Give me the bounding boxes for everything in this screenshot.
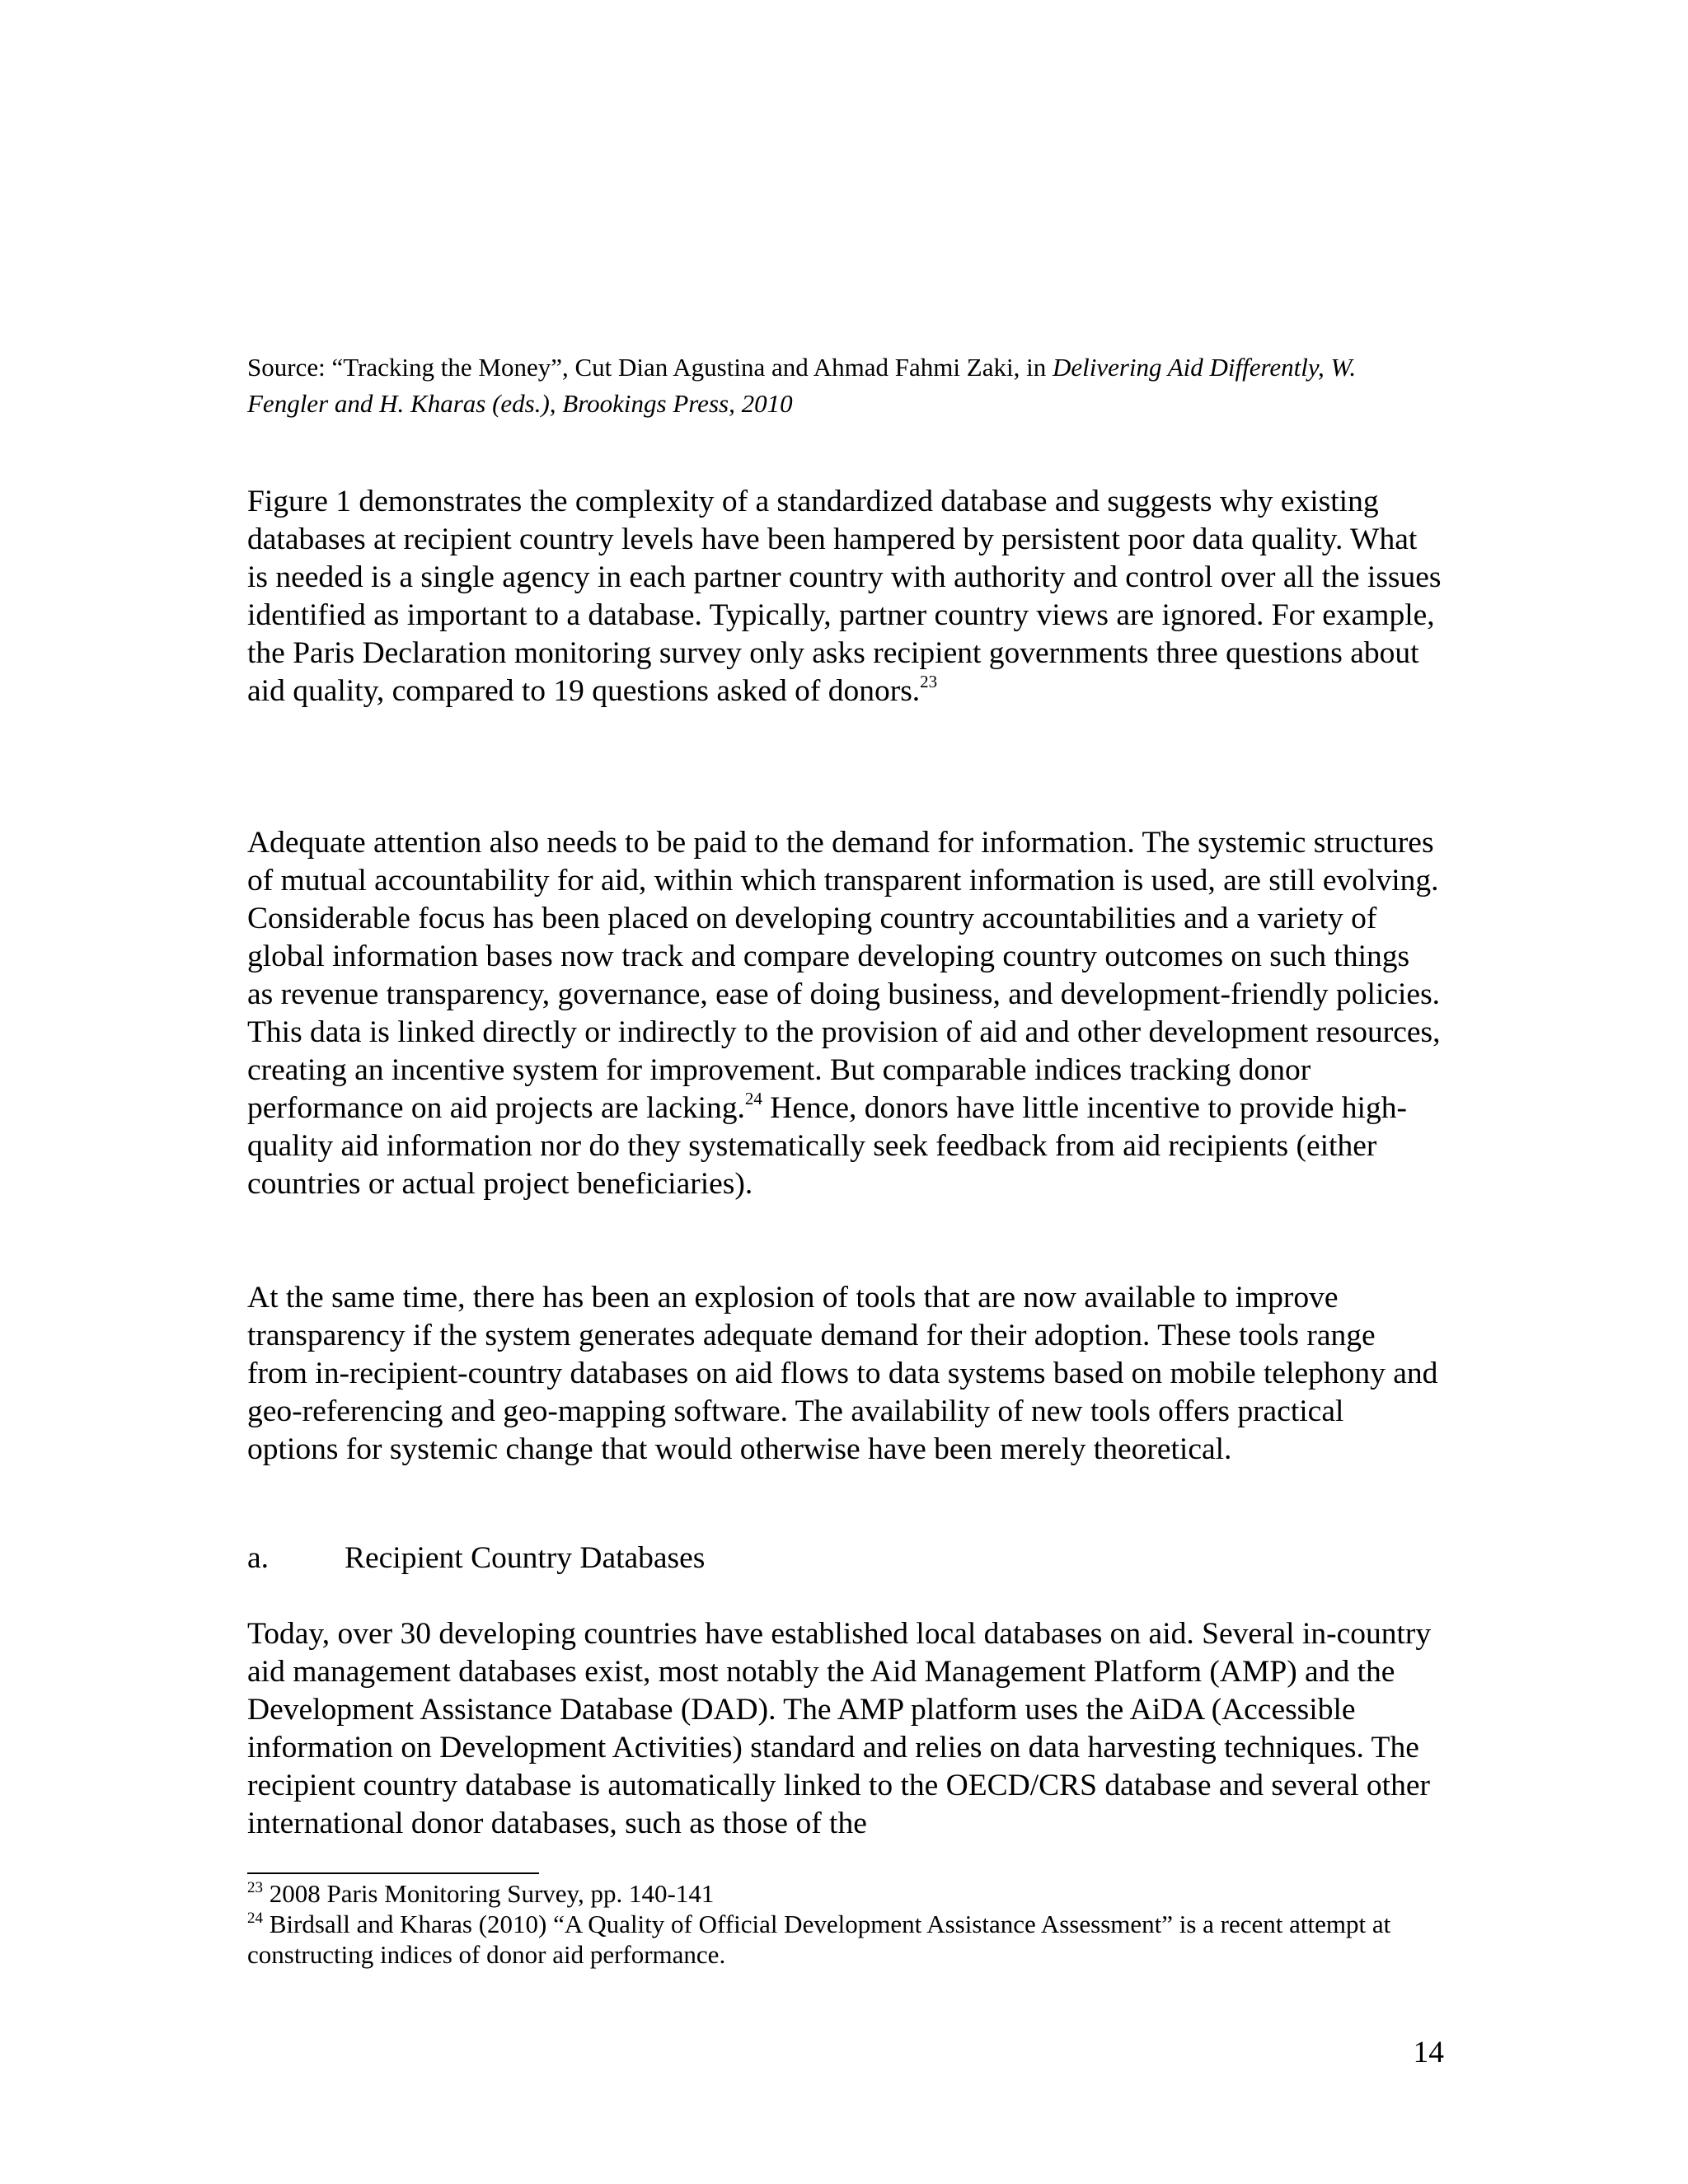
source-text: Source: “Tracking the Money”, Cut Dian Agustina and Ahmad Fahmi Zaki, in	[247, 353, 1053, 382]
paragraph-database-complexity	[247, 483, 1442, 710]
section-heading	[247, 1540, 705, 1577]
section-marker: a.	[247, 1541, 270, 1575]
paragraph-demand-for-information	[247, 824, 1442, 1203]
footnotes	[247, 1878, 1442, 1970]
figure-source-note	[247, 349, 1442, 422]
section-title: Recipient Country Databases	[345, 1541, 706, 1575]
footnote-24	[247, 1909, 1442, 1970]
paragraph-explosion-of-tools	[247, 1279, 1442, 1469]
footnote-text: 2008 Paris Monitoring Survey, pp. 140-141	[263, 1879, 715, 1908]
footnote-ref-23: 23	[920, 672, 938, 691]
footnote-number: 23	[247, 1879, 263, 1896]
footnote-number: 24	[247, 1910, 263, 1927]
page-number: 14	[1413, 2036, 1444, 2069]
paragraph-text: At the same time, there has been an explosion of tools that are now available to improve transparency if the system generates adequate demand for their adoption. These tools range from in-recipient-country databases on aid flows to data systems based on mobile telephony and geo-referencing and geo-mapping software. The availability of new tools offers practical options for systemic change that would otherwise have been merely theoretical.	[247, 1281, 1438, 1466]
paragraph-recipient-databases	[247, 1615, 1442, 1843]
source-publication: Delivering Aid Differently, W. Fengler and H. Kharas (eds.), Brookings Press, 2010	[247, 353, 1357, 418]
paragraph-text-continued: Hence, donors have little incentive to provide high-quality aid information nor do they systematically seek feedback from aid recipients (either countries or actual project beneficiaries).	[247, 1091, 1407, 1201]
footnote-ref-24: 24	[744, 1089, 762, 1108]
paragraph-text: Today, over 30 developing countries have established local databases on aid. Several in-country aid management databases exist, most notably the Aid Management Platform (AMP) and the Development Assistance Database (DAD). The AMP platform uses the AiDA (Accessible information on Development Activities) standard and relies on data harvesting techniques. The recipient country database is automatically linked to the OECD/CRS database and several other international donor databases, such as those of the	[247, 1617, 1432, 1840]
paragraph-text: Figure 1 demonstrates the complexity of a standardized database and suggests why existing databases at recipient country levels have been hampered by persistent poor data quality. What is needed is a single agency in each partner country with authority and control over all the issues identified as important to a database. Typically, partner country views are ignored. For example, the Paris Declaration monitoring survey only asks recipient governments three questions about aid quality, compared to 19 questions asked of donors.	[247, 485, 1442, 708]
footnote-23	[247, 1878, 1442, 1909]
footnote-separator	[247, 1872, 539, 1874]
footnote-text: Birdsall and Kharas (2010) “A Quality of Official Development Assistance Assessment” is a recent attempt at constructing indices of donor aid performance.	[247, 1910, 1391, 1969]
paragraph-text: Adequate attention also needs to be paid to the demand for information. The systemic structures of mutual accountability for aid, within which transparent information is used, are still evolving. Considerable focus has been placed on developing country accountabilities and a variety of global information bases now track and compare developing country outcomes on such things as revenue transparency, governance, ease of doing business, and development-friendly policies. This data is linked directly or indirectly to the provision of aid and other development resources, creating an incentive system for improvement. But comparable indices tracking donor performance on aid projects are lacking.	[247, 826, 1441, 1125]
